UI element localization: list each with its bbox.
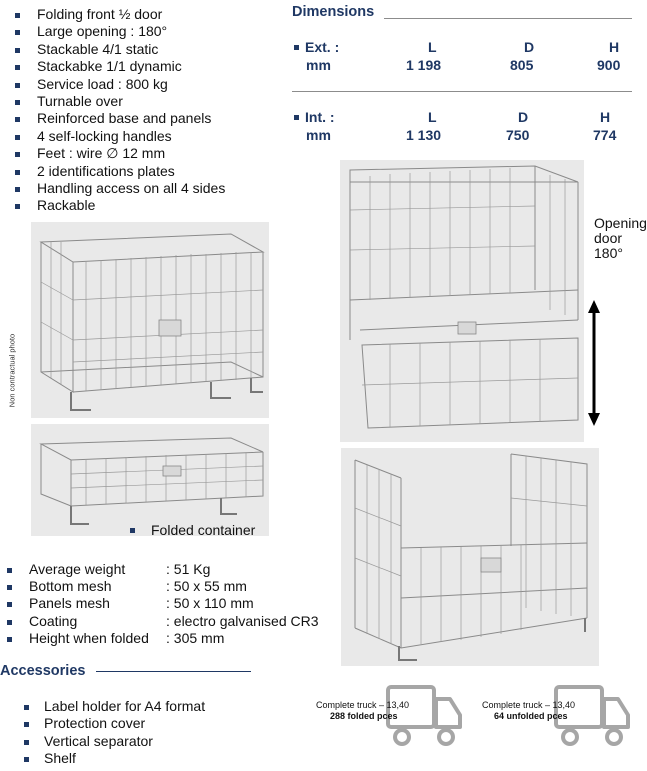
ext-bullet [294, 45, 299, 50]
feature-item [15, 197, 285, 214]
bullet-icon [15, 48, 20, 53]
opening-caption-line2: door [594, 230, 623, 246]
wire-container-image [31, 222, 269, 418]
int-header-d: D [518, 109, 529, 125]
bullet-icon [7, 585, 12, 590]
opening-caption [594, 216, 647, 261]
opening-door-image [340, 160, 584, 442]
spec-label: Coating [29, 612, 78, 629]
feature-text: Stackable 4/1 static [37, 40, 159, 57]
opening-caption-line1: Opening [594, 215, 647, 231]
feature-text: 4 self-locking handles [37, 127, 172, 144]
spec-label: Panels mesh [29, 595, 110, 612]
ext-value-h: 900 [597, 57, 621, 73]
spec-value: : 305 mm [166, 629, 225, 646]
spec-item [7, 578, 337, 595]
ext-header-d: D [524, 39, 535, 55]
bullet-icon [7, 637, 12, 642]
spec-value: : 50 x 110 mm [166, 595, 254, 612]
spec-value: : 51 Kg [166, 561, 211, 577]
feature-text: Large opening : 180° [37, 23, 168, 40]
accessory-item [22, 750, 282, 767]
bullet-icon [15, 152, 20, 157]
feature-item [15, 41, 285, 58]
int-bullet [294, 115, 299, 120]
accessory-item [22, 733, 282, 750]
folded-caption-bullet [130, 528, 135, 533]
feature-text: 2 identifications plates [37, 162, 175, 179]
feature-item [15, 23, 285, 40]
truck-1-line2: 288 folded pces [330, 711, 398, 721]
accessories-list [22, 698, 282, 768]
spec-item [7, 561, 337, 578]
feature-item [15, 163, 285, 180]
dimensions-title: Dimensions [292, 4, 375, 20]
dimensions-title-rule [384, 18, 632, 19]
container-photo [31, 222, 269, 418]
ext-label: Ext. : [305, 39, 340, 55]
feature-text: Service load : 800 kg [37, 75, 168, 92]
specs-list [7, 561, 337, 647]
ext-unit: mm [306, 57, 331, 73]
spec-item [7, 595, 337, 612]
truck-2-line2: 64 unfolded pces [494, 711, 568, 721]
feature-text: Feet : wire ∅ 12 mm [37, 145, 166, 162]
int-value-d: 750 [506, 127, 530, 143]
accessory-text: Shelf [44, 750, 76, 767]
accessory-item [22, 715, 282, 732]
bullet-icon [15, 65, 20, 70]
feature-item [15, 93, 285, 110]
feature-text: Reinforced base and panels [37, 110, 212, 127]
feature-text: Turnable over [37, 92, 123, 109]
feature-item [15, 76, 285, 93]
truck-2-line1: Complete truck – 13,40 [482, 700, 576, 710]
feature-text: Handling access on all 4 sides [37, 179, 226, 196]
int-label: Int. : [305, 109, 335, 125]
truck-1-line1: Complete truck – 13,40 [316, 700, 410, 710]
feature-text: Stackabke 1/1 dynamic [37, 58, 182, 75]
truck-2-text [482, 700, 575, 722]
bullet-icon [7, 568, 12, 573]
bullet-icon [24, 705, 29, 710]
feature-item [15, 110, 285, 127]
bullet-icon [15, 30, 20, 35]
feature-item [15, 6, 285, 23]
feature-text: Rackable [37, 197, 96, 214]
accessories-title: Accessories [0, 663, 86, 679]
feature-text: Folding front ½ door [37, 6, 163, 22]
bullet-icon [15, 13, 20, 18]
bullet-icon [15, 170, 20, 175]
double-arrow-icon [584, 300, 604, 426]
accessory-text: Protection cover [44, 715, 146, 732]
bullet-icon [15, 83, 20, 88]
ext-value-l: 1 198 [406, 57, 442, 73]
int-value-l: 1 130 [406, 127, 442, 143]
open-container-photo [341, 448, 599, 666]
spec-label: Average weight [29, 561, 126, 577]
ext-header-l: L [428, 39, 437, 55]
ext-value-d: 805 [510, 57, 534, 73]
accessory-text: Label holder for A4 format [44, 698, 206, 714]
feature-item [15, 128, 285, 145]
bullet-icon [24, 740, 29, 745]
bullet-icon [15, 135, 20, 140]
feature-list [15, 6, 285, 215]
feature-item [15, 180, 285, 197]
ext-header-h: H [609, 39, 620, 55]
open-container-image [341, 448, 599, 666]
opening-caption-line3: 180° [594, 245, 623, 261]
int-unit: mm [306, 127, 331, 143]
bullet-icon [15, 187, 20, 192]
folded-container-photo [31, 424, 269, 536]
feature-item [15, 145, 285, 162]
spec-value: : 50 x 55 mm [166, 578, 247, 595]
bullet-icon [7, 602, 12, 607]
bullet-icon [24, 757, 29, 762]
accessory-text: Vertical separator [44, 732, 153, 749]
spec-item [7, 613, 337, 630]
bullet-icon [15, 204, 20, 209]
folded-caption: Folded container [151, 522, 256, 538]
bullet-icon [7, 620, 12, 625]
bullet-icon [15, 100, 20, 105]
non-contractual-caption: Non contractual photo [7, 333, 17, 408]
bullet-icon [15, 117, 20, 122]
spec-value: : electro galvanised CR3 [166, 612, 319, 629]
spec-label: Bottom mesh [29, 578, 112, 595]
int-header-l: L [428, 109, 437, 125]
feature-item [15, 58, 285, 75]
spec-item [7, 630, 337, 647]
bullet-icon [24, 722, 29, 727]
spec-label: Height when folded [29, 629, 149, 646]
opening-door-photo [340, 160, 584, 442]
truck-1-text [316, 700, 409, 722]
folded-container-image [31, 424, 269, 536]
accessory-item [22, 698, 282, 715]
int-value-h: 774 [593, 127, 617, 143]
accessories-title-rule [96, 671, 251, 672]
int-header-h: H [600, 109, 611, 125]
dimensions-separator [292, 91, 632, 92]
